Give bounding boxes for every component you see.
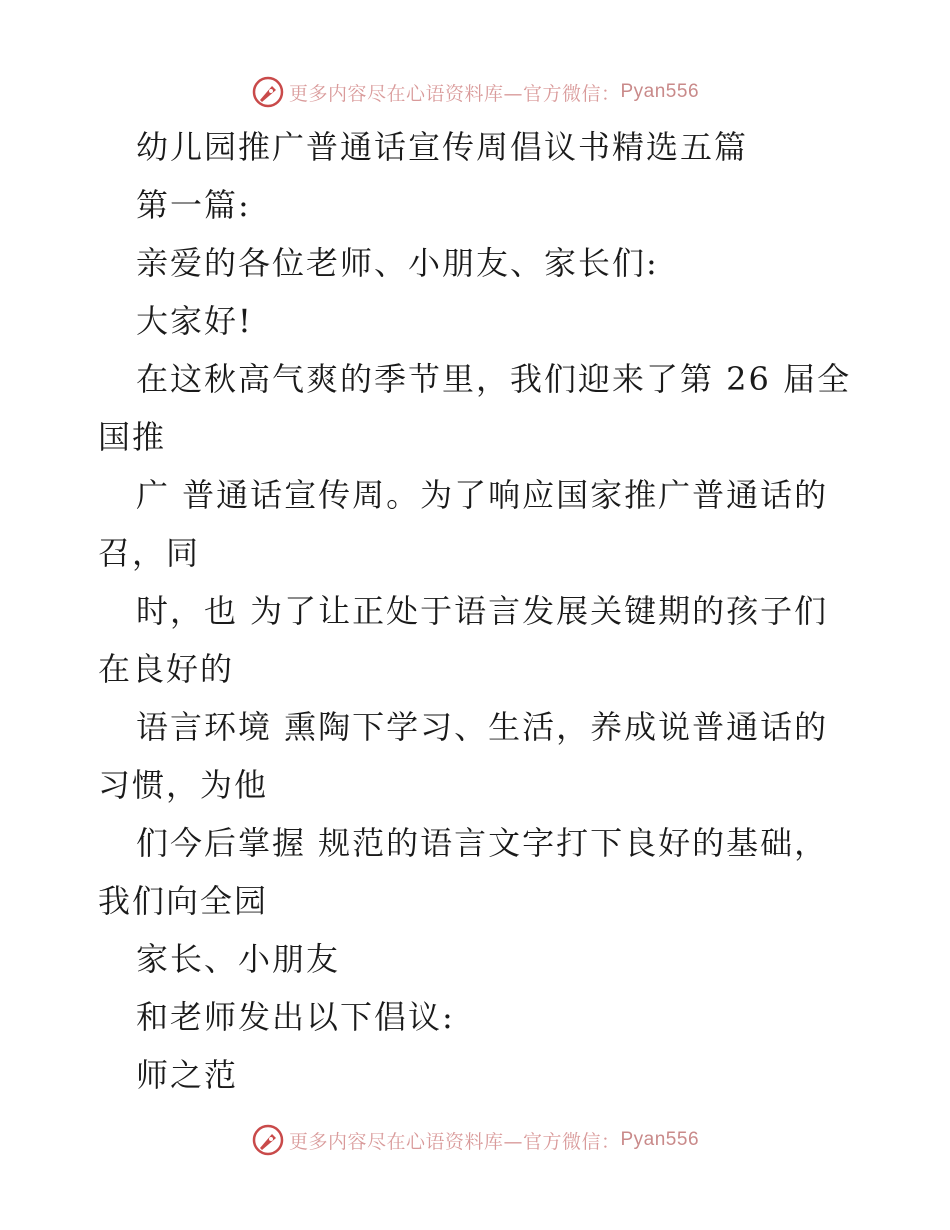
- watermark-text: 更多内容尽在心语资料库—官方微信：: [288, 1130, 621, 1153]
- paragraph-line: 在这秋高气爽的季节里，我们迎来了第 26 届全: [136, 360, 852, 398]
- paragraph-line: 我们向全园: [98, 882, 269, 920]
- section-heading: 第一篇:: [136, 186, 251, 224]
- pen-nib-logo-icon: [251, 75, 285, 109]
- salutation: 亲爱的各位老师、小朋友、家长们:: [136, 244, 659, 282]
- paragraph-line: 广 普通话宣传周。为了响应国家推广普通话的: [136, 476, 829, 514]
- greeting: 大家好!: [136, 302, 253, 340]
- header-watermark: [0, 72, 950, 112]
- paragraph-line: 家长、小朋友: [136, 940, 341, 978]
- paragraph-line: 和老师发出以下倡议:: [136, 998, 455, 1036]
- document-body: [98, 118, 868, 1104]
- paragraph-line: 师之范: [136, 1056, 239, 1094]
- watermark-text: 更多内容尽在心语资料库—官方微信：: [288, 82, 621, 105]
- paragraph-line: 们今后掌握 规范的语言文字打下良好的基础，: [136, 824, 829, 862]
- paragraph-line: 在良好的: [98, 650, 235, 688]
- paragraph-line: 召，同: [98, 534, 201, 572]
- paragraph-line: 国推: [98, 418, 167, 456]
- pen-nib-logo-icon: [251, 1123, 285, 1157]
- watermark-handle: Pyan556: [620, 1129, 700, 1150]
- paragraph-line: 语言环境 熏陶下学习、生活，养成说普通话的: [136, 708, 829, 746]
- watermark-handle: Pyan556: [620, 81, 700, 102]
- paragraph-line: 时，也 为了让正处于语言发展关键期的孩子们: [136, 592, 829, 630]
- footer-watermark: [0, 1120, 950, 1160]
- paragraph-line: 习惯，为他: [98, 766, 269, 804]
- document-title: 幼儿园推广普通话宣传周倡议书精选五篇: [136, 128, 749, 166]
